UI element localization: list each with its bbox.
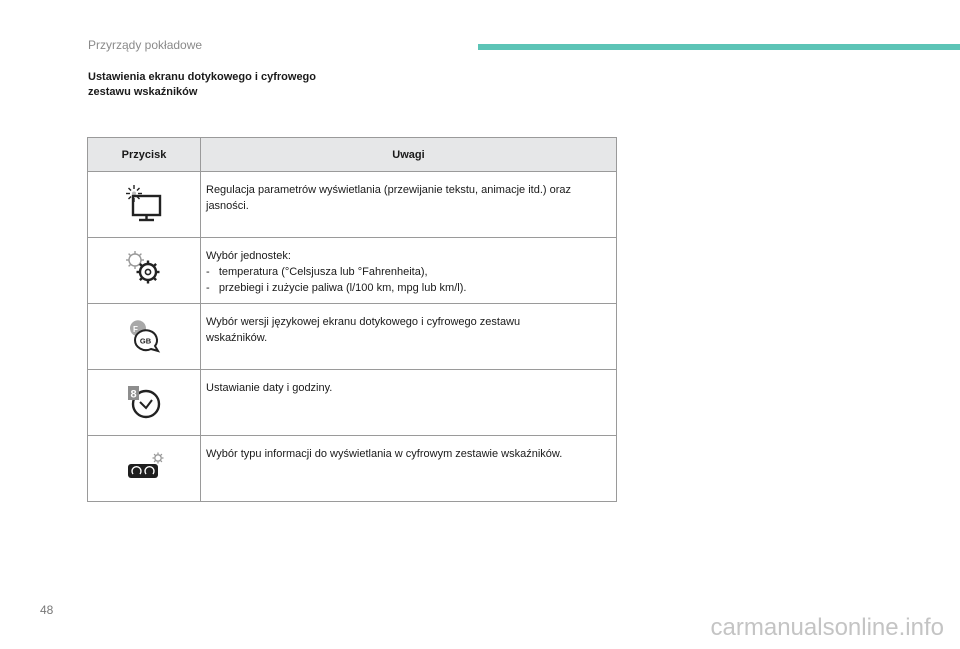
- note-line: Wybór typu informacji do wyświetlania w cyfrowym zestawie wskaźników.: [206, 448, 563, 460]
- icon-letter-f: F: [133, 325, 138, 334]
- cluster-settings-icon: [119, 445, 169, 489]
- table-row: [88, 370, 617, 436]
- icon-letters-gb: GB: [139, 336, 152, 346]
- section-title-line2: zestawu wskaźników: [88, 86, 198, 98]
- table-cell-icon: [88, 238, 201, 304]
- table-cell-notes: [201, 436, 617, 502]
- note-bullet: - temperatura (°Celsjusza lub °Fahrenheita),: [206, 266, 428, 278]
- note-bullet: - przebiegi i zużycie paliwa (l/100 km, mpg lub km/l).: [206, 282, 467, 294]
- section-title: [88, 70, 388, 100]
- table-header-row: [88, 138, 617, 172]
- section-title-line1: Ustawienia ekranu dotykowego i cyfrowego: [88, 71, 316, 83]
- units-gears-icon: [119, 247, 169, 291]
- note-line: wskaźników.: [206, 332, 268, 344]
- table-cell-notes: [201, 370, 617, 436]
- note-line: Wybór jednostek:: [206, 250, 291, 262]
- note-line: Wybór wersji językowej ekranu dotykowego i cyfrowego zestawu: [206, 316, 521, 328]
- header-accent-bar: [478, 44, 960, 50]
- column-header-button: Przycisk: [88, 138, 201, 172]
- table-cell-icon: [88, 172, 201, 238]
- table-cell-notes: [201, 238, 617, 304]
- settings-table: [87, 137, 617, 502]
- table-row: [88, 436, 617, 502]
- language-bubble-icon: [119, 313, 169, 357]
- column-header-notes: Uwagi: [201, 138, 617, 172]
- note-line: Regulacja parametrów wyświetlania (przewijanie tekstu, animacje itd.) oraz: [206, 184, 571, 196]
- table-cell-icon: [88, 304, 201, 370]
- display-brightness-icon: [119, 181, 169, 225]
- note-line: jasności.: [206, 200, 249, 212]
- table-cell-icon: [88, 370, 201, 436]
- table-cell-icon: [88, 436, 201, 502]
- table-row: [88, 304, 617, 370]
- note-line: Ustawianie daty i godziny.: [206, 382, 333, 394]
- page-header-title: Przyrządy pokładowe: [88, 38, 203, 52]
- table-cell-notes: [201, 304, 617, 370]
- watermark-logo: carmanualsonline.info: [710, 614, 944, 641]
- table-cell-notes: [201, 172, 617, 238]
- icon-calendar-number: 8: [130, 388, 137, 401]
- date-clock-icon: [119, 379, 169, 423]
- table-row: [88, 238, 617, 304]
- table-row: [88, 172, 617, 238]
- page-number: 48: [40, 603, 54, 617]
